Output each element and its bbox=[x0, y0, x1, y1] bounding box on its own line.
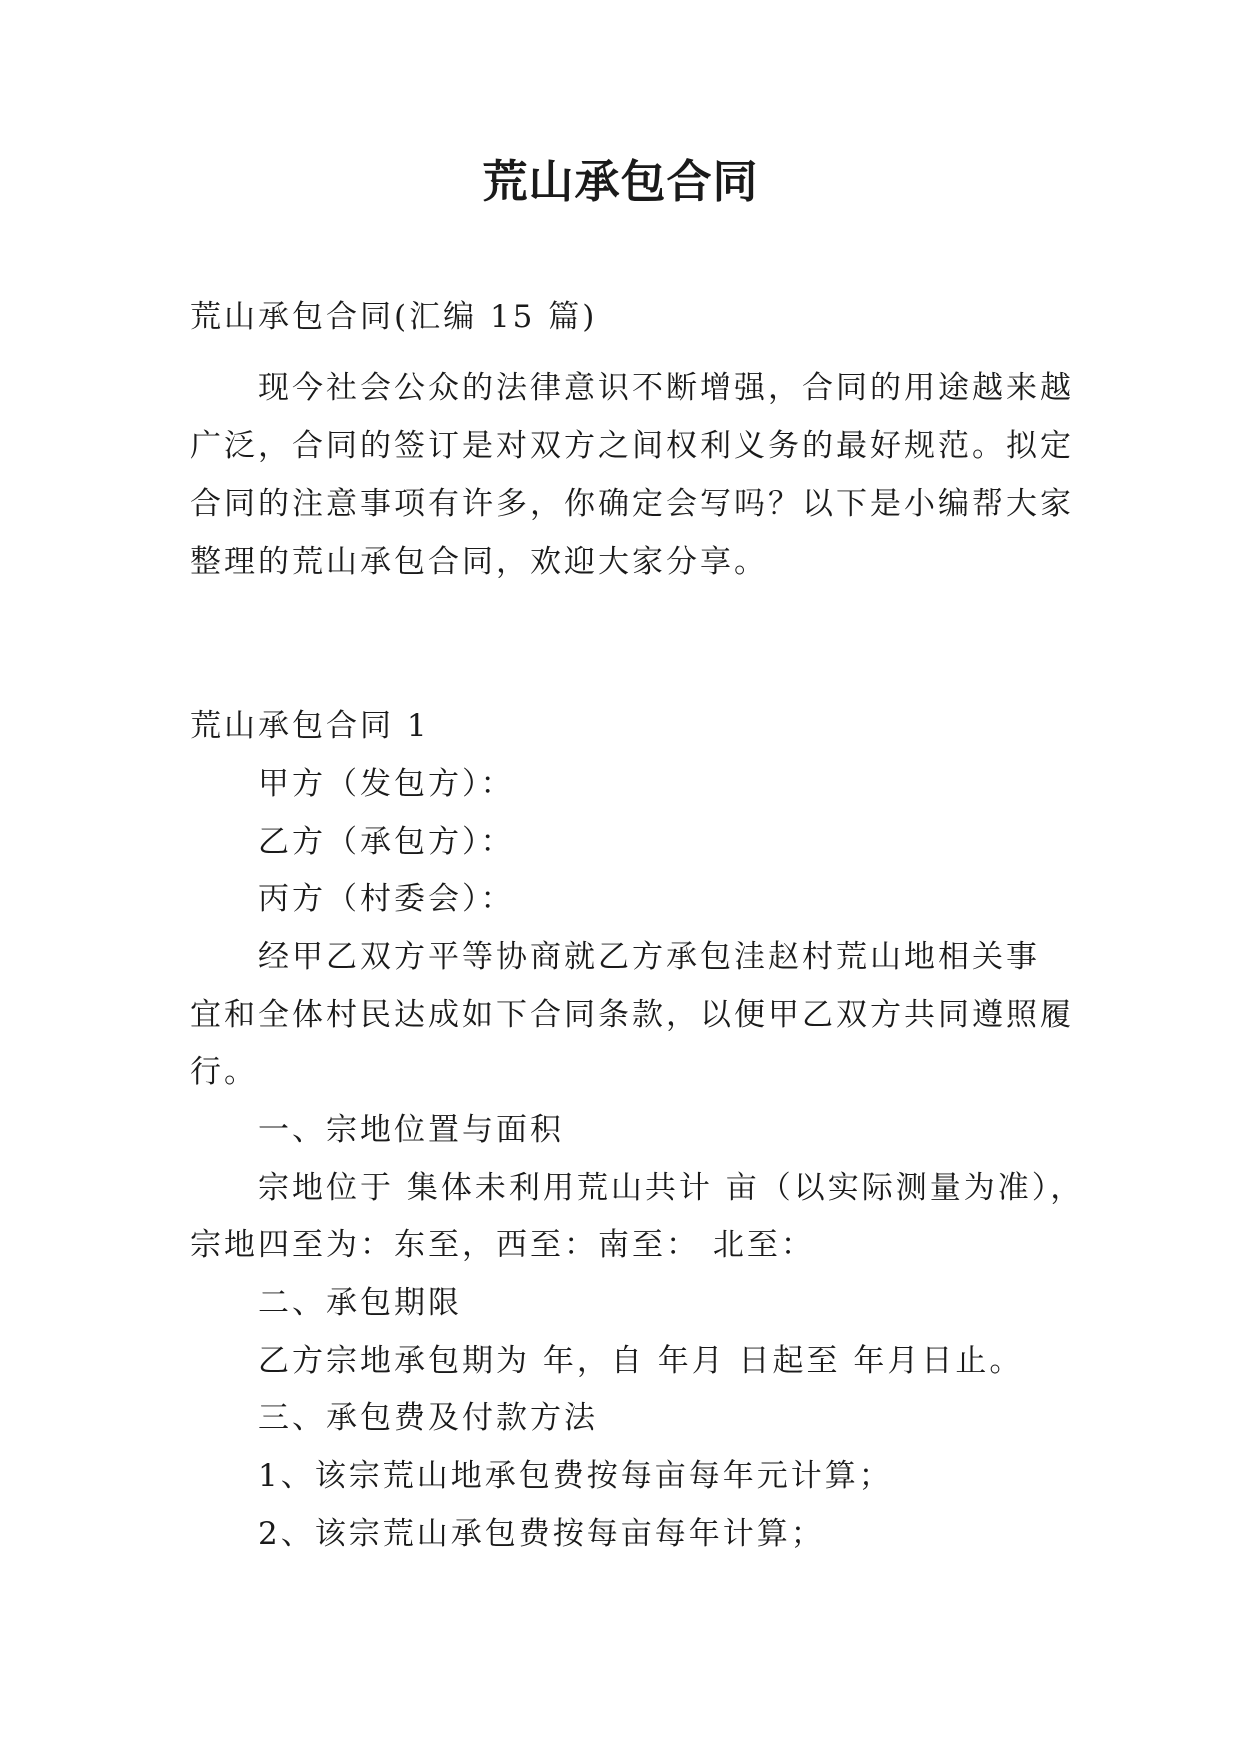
intro-line-2: 广泛，合同的签订是对双方之间权利义务的最好规范。拟定 bbox=[190, 428, 1074, 464]
preamble-line-1: 经甲乙双方平等协商就乙方承包洼赵村荒山地相关事 bbox=[258, 939, 1040, 975]
party-a: 甲方（发包方）： bbox=[258, 766, 515, 802]
intro-line-4: 整理的荒山承包合同，欢迎大家分享。 bbox=[190, 544, 768, 580]
section1-body-line-2: 宗地四至为：东至，西至：南至： 北至： bbox=[190, 1227, 815, 1263]
preamble-line-2: 宜和全体村民达成如下合同条款，以便甲乙双方共同遵照履 bbox=[190, 997, 1074, 1033]
section1-body-line-1: 宗地位于 集体未利用荒山共计 亩（以实际测量为准）， bbox=[258, 1170, 1085, 1206]
preamble-line-3: 行。 bbox=[190, 1054, 258, 1090]
section1-title: 一、宗地位置与面积 bbox=[258, 1112, 564, 1148]
section2-body: 乙方宗地承包期为 年，自 年月 日起至 年月日止。 bbox=[258, 1343, 1024, 1379]
document-title: 荒山承包合同 bbox=[482, 155, 759, 208]
contract-heading: 荒山承包合同 1 bbox=[190, 708, 430, 744]
section3-item-1: 1、该宗荒山地承包费按每亩每年元计算； bbox=[258, 1458, 893, 1494]
party-c: 丙方（村委会）： bbox=[258, 881, 515, 917]
section3-title: 三、承包费及付款方法 bbox=[258, 1400, 598, 1436]
section2-title: 二、承包期限 bbox=[258, 1285, 462, 1321]
intro-line-1: 现今社会公众的法律意识不断增强，合同的用途越来越 bbox=[258, 370, 1074, 406]
section3-item-2: 2、该宗荒山承包费按每亩每年计算； bbox=[258, 1516, 825, 1552]
intro-line-3: 合同的注意事项有许多，你确定会写吗？以下是小编帮大家 bbox=[190, 486, 1074, 522]
document-subtitle: 荒山承包合同(汇编 15 篇) bbox=[190, 299, 598, 335]
party-b: 乙方（承包方）： bbox=[258, 824, 515, 860]
